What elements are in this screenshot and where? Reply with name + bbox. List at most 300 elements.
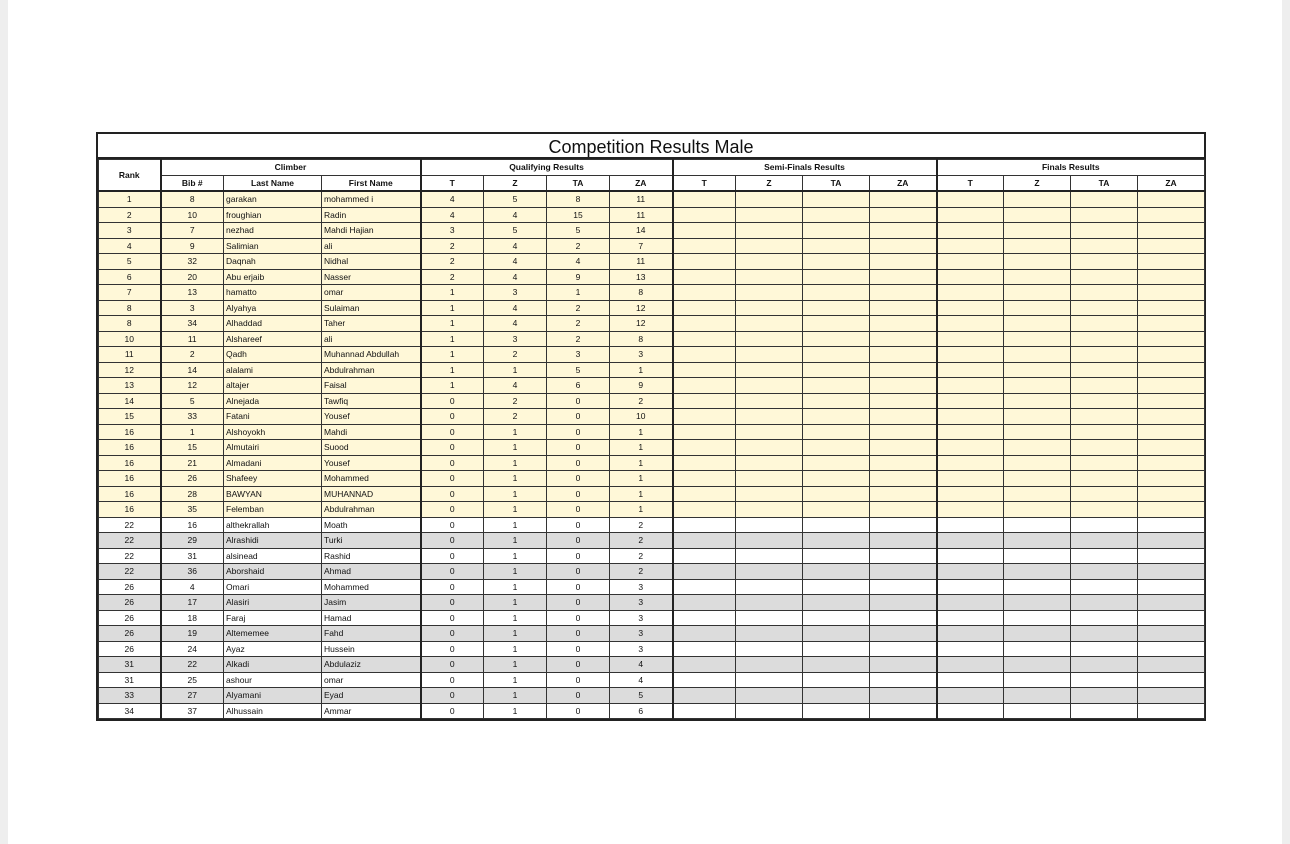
finals-empty-cell: [1071, 269, 1138, 285]
finals-empty-cell: [1004, 564, 1071, 580]
qualifying-za-cell: 2: [610, 393, 673, 409]
semis-empty-cell: [803, 378, 870, 394]
finals-empty-cell: [937, 409, 1004, 425]
table-row: [99, 595, 1205, 611]
finals-z-header: Z: [1004, 175, 1071, 191]
table-row: [99, 471, 1205, 487]
qualifying-ta-cell: 5: [547, 362, 610, 378]
last-name-cell: Abu erjaib: [224, 269, 322, 285]
finals-empty-cell: [1004, 579, 1071, 595]
semis-empty-cell: [803, 331, 870, 347]
qualifying-ta-cell: 0: [547, 424, 610, 440]
finals-empty-cell: [1004, 548, 1071, 564]
bib-cell: 9: [161, 238, 224, 254]
semis-empty-cell: [736, 424, 803, 440]
qualifying-ta-cell: 0: [547, 579, 610, 595]
finals-empty-cell: [937, 595, 1004, 611]
first-name-cell: Jasim: [322, 595, 421, 611]
last-name-cell: Alnejada: [224, 393, 322, 409]
last-name-cell: Fatani: [224, 409, 322, 425]
qualifying-t-cell: 3: [421, 223, 484, 239]
header-row-columns: [99, 175, 1205, 191]
last-name-cell: ashour: [224, 672, 322, 688]
finals-empty-cell: [1071, 657, 1138, 673]
semis-empty-cell: [736, 657, 803, 673]
semis-empty-cell: [803, 223, 870, 239]
finals-empty-cell: [1004, 254, 1071, 270]
semis-za-header: ZA: [870, 175, 937, 191]
bib-cell: 34: [161, 316, 224, 332]
last-name-cell: nezhad: [224, 223, 322, 239]
qualifying-za-cell: 8: [610, 285, 673, 301]
last-name-header: Last Name: [224, 175, 322, 191]
qualifying-t-cell: 0: [421, 595, 484, 611]
semis-empty-cell: [736, 626, 803, 642]
first-name-cell: ali: [322, 331, 421, 347]
semis-z-header: Z: [736, 175, 803, 191]
bib-cell: 2: [161, 347, 224, 363]
last-name-cell: Daqnah: [224, 254, 322, 270]
climber-header: Climber: [161, 160, 421, 176]
first-name-cell: Fahd: [322, 626, 421, 642]
qualifying-z-cell: 1: [484, 610, 547, 626]
table-row: [99, 316, 1205, 332]
semis-empty-cell: [803, 517, 870, 533]
semis-empty-cell: [736, 269, 803, 285]
rank-cell: 14: [99, 393, 161, 409]
first-name-cell: Abdulaziz: [322, 657, 421, 673]
qualifying-z-cell: 1: [484, 362, 547, 378]
finals-empty-cell: [1071, 347, 1138, 363]
qualifying-ta-cell: 0: [547, 409, 610, 425]
finals-empty-cell: [1071, 223, 1138, 239]
qualifying-za-cell: 13: [610, 269, 673, 285]
finals-empty-cell: [937, 579, 1004, 595]
finals-empty-cell: [1138, 533, 1205, 549]
qualifying-t-cell: 2: [421, 269, 484, 285]
finals-empty-cell: [1138, 626, 1205, 642]
rank-cell: 16: [99, 502, 161, 518]
bib-cell: 29: [161, 533, 224, 549]
semis-empty-cell: [870, 191, 937, 207]
finals-empty-cell: [1004, 285, 1071, 301]
qualifying-z-cell: 4: [484, 238, 547, 254]
finals-empty-cell: [1138, 657, 1205, 673]
table-row: [99, 564, 1205, 580]
semis-empty-cell: [736, 595, 803, 611]
sheet-title: Competition Results Male: [98, 134, 1204, 159]
semis-empty-cell: [870, 595, 937, 611]
first-name-cell: Mahdi: [322, 424, 421, 440]
qualifying-za-cell: 12: [610, 300, 673, 316]
finals-empty-cell: [1004, 486, 1071, 502]
qualifying-za-cell: 1: [610, 471, 673, 487]
table-row: [99, 191, 1205, 207]
qualifying-za-cell: 4: [610, 672, 673, 688]
semis-empty-cell: [870, 548, 937, 564]
last-name-cell: hamatto: [224, 285, 322, 301]
semis-empty-cell: [803, 409, 870, 425]
finals-empty-cell: [1004, 269, 1071, 285]
table-row: [99, 331, 1205, 347]
qualifying-t-cell: 0: [421, 703, 484, 719]
qualifying-za-cell: 6: [610, 703, 673, 719]
qualifying-za-cell: 3: [610, 610, 673, 626]
finals-empty-cell: [937, 207, 1004, 223]
finals-empty-cell: [1004, 300, 1071, 316]
qualifying-za-cell: 3: [610, 579, 673, 595]
qualifying-za-cell: 1: [610, 486, 673, 502]
semis-empty-cell: [673, 285, 736, 301]
finals-empty-cell: [1138, 378, 1205, 394]
finals-empty-cell: [1138, 610, 1205, 626]
semis-empty-cell: [803, 269, 870, 285]
qualifying-z-cell: 1: [484, 641, 547, 657]
finals-empty-cell: [1071, 533, 1138, 549]
first-name-cell: Abdulrahman: [322, 502, 421, 518]
qualifying-ta-cell: 2: [547, 238, 610, 254]
last-name-cell: alalami: [224, 362, 322, 378]
finals-empty-cell: [1138, 502, 1205, 518]
first-name-cell: Turki: [322, 533, 421, 549]
qualifying-za-cell: 8: [610, 331, 673, 347]
last-name-cell: Qadh: [224, 347, 322, 363]
semis-empty-cell: [870, 238, 937, 254]
semis-empty-cell: [736, 285, 803, 301]
semis-empty-cell: [736, 440, 803, 456]
semis-empty-cell: [736, 471, 803, 487]
rank-cell: 12: [99, 362, 161, 378]
semis-empty-cell: [803, 688, 870, 704]
qualifying-ta-cell: 0: [547, 641, 610, 657]
qualifying-ta-cell: 0: [547, 672, 610, 688]
semis-empty-cell: [870, 641, 937, 657]
first-name-cell: Yousef: [322, 409, 421, 425]
last-name-cell: Alkadi: [224, 657, 322, 673]
finals-empty-cell: [1004, 191, 1071, 207]
finals-empty-cell: [937, 316, 1004, 332]
bib-cell: 5: [161, 393, 224, 409]
finals-empty-cell: [1071, 300, 1138, 316]
qualifying-z-cell: 4: [484, 300, 547, 316]
qualifying-t-cell: 0: [421, 393, 484, 409]
finals-empty-cell: [937, 254, 1004, 270]
semis-empty-cell: [870, 486, 937, 502]
semis-empty-cell: [673, 424, 736, 440]
semis-empty-cell: [736, 486, 803, 502]
semis-empty-cell: [736, 362, 803, 378]
last-name-cell: Salimian: [224, 238, 322, 254]
semis-empty-cell: [803, 254, 870, 270]
qualifying-za-cell: 3: [610, 347, 673, 363]
qualifying-z-cell: 5: [484, 223, 547, 239]
semis-empty-cell: [870, 533, 937, 549]
table-row: [99, 362, 1205, 378]
semis-empty-cell: [736, 548, 803, 564]
semis-empty-cell: [870, 703, 937, 719]
finals-empty-cell: [1138, 424, 1205, 440]
qualifying-za-header: ZA: [610, 175, 673, 191]
semis-empty-cell: [803, 362, 870, 378]
rank-cell: 6: [99, 269, 161, 285]
finals-empty-cell: [1138, 703, 1205, 719]
first-name-cell: Mohammed: [322, 579, 421, 595]
qualifying-z-cell: 2: [484, 409, 547, 425]
semis-empty-cell: [736, 331, 803, 347]
semis-empty-cell: [673, 703, 736, 719]
first-name-cell: Nidhal: [322, 254, 421, 270]
qualifying-z-cell: 3: [484, 331, 547, 347]
rank-cell: 16: [99, 471, 161, 487]
qualifying-ta-cell: 0: [547, 486, 610, 502]
semis-empty-cell: [673, 579, 736, 595]
finals-empty-cell: [937, 703, 1004, 719]
qualifying-za-cell: 2: [610, 548, 673, 564]
finals-empty-cell: [1004, 703, 1071, 719]
semis-empty-cell: [736, 254, 803, 270]
last-name-cell: Alhaddad: [224, 316, 322, 332]
qualifying-t-cell: 0: [421, 657, 484, 673]
qualifying-ta-cell: 2: [547, 300, 610, 316]
finals-empty-cell: [937, 688, 1004, 704]
qualifying-ta-cell: 0: [547, 440, 610, 456]
finals-empty-cell: [1071, 688, 1138, 704]
qualifying-za-cell: 4: [610, 657, 673, 673]
results-sheet: [96, 132, 1206, 721]
qualifying-t-cell: 1: [421, 362, 484, 378]
semis-empty-cell: [673, 300, 736, 316]
finals-za-header: ZA: [1138, 175, 1205, 191]
table-row: [99, 626, 1205, 642]
qualifying-za-cell: 1: [610, 455, 673, 471]
header-row-groups: [99, 160, 1205, 176]
bib-cell: 37: [161, 703, 224, 719]
qualifying-z-cell: 4: [484, 254, 547, 270]
bib-cell: 32: [161, 254, 224, 270]
finals-empty-cell: [937, 223, 1004, 239]
semis-empty-cell: [673, 223, 736, 239]
finals-empty-cell: [937, 424, 1004, 440]
qualifying-t-cell: 1: [421, 331, 484, 347]
bib-cell: 25: [161, 672, 224, 688]
document-page: [8, 0, 1282, 844]
last-name-cell: Alshoyokh: [224, 424, 322, 440]
finals-empty-cell: [1071, 564, 1138, 580]
finals-empty-cell: [1138, 486, 1205, 502]
semis-empty-cell: [870, 316, 937, 332]
semis-empty-cell: [673, 191, 736, 207]
semis-empty-cell: [803, 455, 870, 471]
bib-cell: 24: [161, 641, 224, 657]
finals-empty-cell: [937, 362, 1004, 378]
semis-empty-cell: [673, 455, 736, 471]
semis-empty-cell: [803, 502, 870, 518]
table-row: [99, 533, 1205, 549]
qualifying-t-cell: 1: [421, 347, 484, 363]
finals-empty-cell: [1071, 285, 1138, 301]
qualifying-ta-cell: 0: [547, 610, 610, 626]
qualifying-z-cell: 4: [484, 378, 547, 394]
semis-empty-cell: [803, 564, 870, 580]
table-row: [99, 455, 1205, 471]
finals-empty-cell: [1004, 657, 1071, 673]
first-name-cell: Mahdi Hajian: [322, 223, 421, 239]
last-name-cell: Shafeey: [224, 471, 322, 487]
semis-empty-cell: [736, 579, 803, 595]
qualifying-za-cell: 2: [610, 564, 673, 580]
semis-empty-cell: [736, 347, 803, 363]
semis-empty-cell: [870, 347, 937, 363]
last-name-cell: Felemban: [224, 502, 322, 518]
last-name-cell: Almutairi: [224, 440, 322, 456]
semis-empty-cell: [673, 347, 736, 363]
table-row: [99, 688, 1205, 704]
table-row: [99, 393, 1205, 409]
finals-empty-cell: [1004, 533, 1071, 549]
qualifying-ta-cell: 4: [547, 254, 610, 270]
bib-cell: 10: [161, 207, 224, 223]
semis-empty-cell: [803, 703, 870, 719]
semis-empty-cell: [870, 610, 937, 626]
semis-empty-cell: [736, 393, 803, 409]
rank-cell: 31: [99, 672, 161, 688]
rank-cell: 15: [99, 409, 161, 425]
finals-empty-cell: [1138, 285, 1205, 301]
qualifying-ta-cell: 0: [547, 548, 610, 564]
finals-empty-cell: [1138, 440, 1205, 456]
finals-empty-cell: [1071, 207, 1138, 223]
semis-empty-cell: [673, 316, 736, 332]
qualifying-z-cell: 1: [484, 517, 547, 533]
semis-empty-cell: [736, 517, 803, 533]
rank-cell: 1: [99, 191, 161, 207]
qualifying-t-cell: 0: [421, 548, 484, 564]
finals-empty-cell: [1071, 595, 1138, 611]
rank-cell: 13: [99, 378, 161, 394]
finals-empty-cell: [1004, 595, 1071, 611]
qualifying-z-cell: 1: [484, 579, 547, 595]
semis-empty-cell: [673, 548, 736, 564]
rank-cell: 10: [99, 331, 161, 347]
finals-empty-cell: [937, 393, 1004, 409]
finals-empty-cell: [1138, 641, 1205, 657]
first-name-cell: Abdulrahman: [322, 362, 421, 378]
bib-cell: 16: [161, 517, 224, 533]
bib-cell: 19: [161, 626, 224, 642]
semis-empty-cell: [803, 316, 870, 332]
results-table: [98, 159, 1205, 719]
table-row: [99, 610, 1205, 626]
semis-empty-cell: [803, 471, 870, 487]
first-name-cell: Muhannad Abdullah: [322, 347, 421, 363]
finals-empty-cell: [1071, 191, 1138, 207]
finals-empty-cell: [1004, 502, 1071, 518]
finals-empty-cell: [1138, 595, 1205, 611]
bib-cell: 27: [161, 688, 224, 704]
first-name-cell: omar: [322, 285, 421, 301]
qualifying-z-cell: 3: [484, 285, 547, 301]
finals-empty-cell: [1138, 471, 1205, 487]
finals-empty-cell: [1138, 362, 1205, 378]
qualifying-ta-cell: 0: [547, 688, 610, 704]
last-name-cell: Faraj: [224, 610, 322, 626]
qualifying-z-cell: 4: [484, 207, 547, 223]
semis-empty-cell: [673, 409, 736, 425]
table-row: [99, 517, 1205, 533]
qualifying-za-cell: 14: [610, 223, 673, 239]
qualifying-za-cell: 3: [610, 641, 673, 657]
finals-empty-cell: [1138, 455, 1205, 471]
finals-empty-cell: [937, 455, 1004, 471]
finals-empty-cell: [1004, 238, 1071, 254]
qualifying-t-cell: 2: [421, 238, 484, 254]
qualifying-t-cell: 0: [421, 486, 484, 502]
first-name-cell: Sulaiman: [322, 300, 421, 316]
semis-empty-cell: [870, 269, 937, 285]
qualifying-ta-cell: 0: [547, 471, 610, 487]
finals-empty-cell: [937, 440, 1004, 456]
qualifying-t-header: T: [421, 175, 484, 191]
first-name-cell: Hussein: [322, 641, 421, 657]
results-body: [99, 191, 1205, 719]
semis-empty-cell: [736, 409, 803, 425]
first-name-cell: MUHANNAD: [322, 486, 421, 502]
finals-empty-cell: [1004, 316, 1071, 332]
bib-cell: 11: [161, 331, 224, 347]
finals-empty-cell: [1138, 191, 1205, 207]
qualifying-ta-cell: 0: [547, 703, 610, 719]
qualifying-ta-cell: 0: [547, 564, 610, 580]
finals-empty-cell: [937, 331, 1004, 347]
last-name-cell: alsinead: [224, 548, 322, 564]
finals-empty-cell: [1071, 502, 1138, 518]
qualifying-z-cell: 4: [484, 269, 547, 285]
qualifying-t-cell: 0: [421, 626, 484, 642]
finals-empty-cell: [937, 641, 1004, 657]
semis-empty-cell: [673, 471, 736, 487]
rank-cell: 3: [99, 223, 161, 239]
bib-cell: 8: [161, 191, 224, 207]
qualifying-z-cell: 1: [484, 455, 547, 471]
semis-empty-cell: [803, 300, 870, 316]
semis-empty-cell: [870, 502, 937, 518]
semis-empty-cell: [803, 548, 870, 564]
rank-cell: 22: [99, 533, 161, 549]
semis-empty-cell: [736, 191, 803, 207]
finals-empty-cell: [937, 610, 1004, 626]
semis-empty-cell: [870, 471, 937, 487]
finals-empty-cell: [937, 347, 1004, 363]
finals-empty-cell: [1071, 455, 1138, 471]
semis-empty-cell: [673, 610, 736, 626]
last-name-cell: altajer: [224, 378, 322, 394]
finals-empty-cell: [1004, 378, 1071, 394]
semis-empty-cell: [673, 486, 736, 502]
finals-empty-cell: [1004, 517, 1071, 533]
semis-empty-cell: [736, 672, 803, 688]
rank-header: Rank: [99, 160, 161, 192]
qualifying-ta-cell: 1: [547, 285, 610, 301]
first-name-cell: Radin: [322, 207, 421, 223]
semis-t-header: T: [673, 175, 736, 191]
finals-empty-cell: [1004, 672, 1071, 688]
semis-empty-cell: [870, 223, 937, 239]
finals-empty-cell: [1071, 316, 1138, 332]
semis-empty-cell: [803, 657, 870, 673]
finals-empty-cell: [1071, 471, 1138, 487]
bib-cell: 36: [161, 564, 224, 580]
finals-empty-cell: [937, 285, 1004, 301]
